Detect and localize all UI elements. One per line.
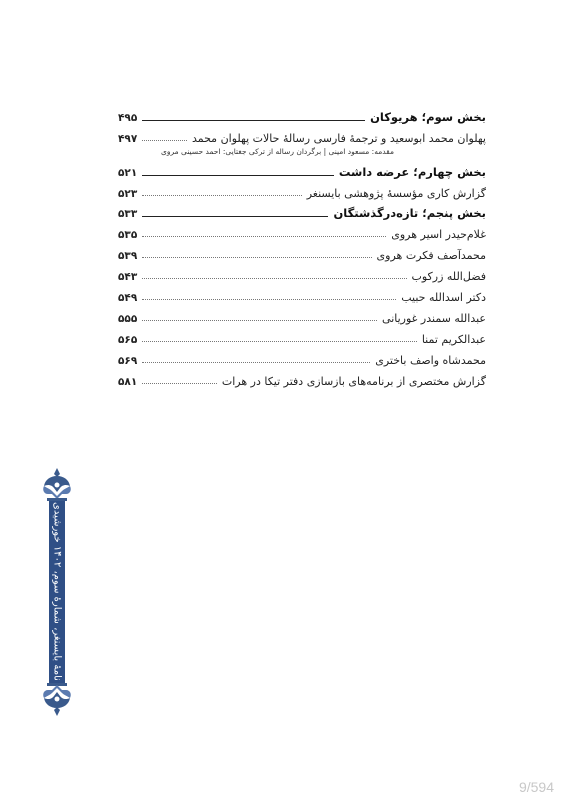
- toc-note: مقدمه: مسعود امینی | برگردان رساله از ترکی جغتایی: احمد حسینی مروی: [160, 147, 394, 156]
- toc-leader: [142, 140, 187, 141]
- toc-item-row: [118, 241, 486, 262]
- toc-page-number: ۵۴۳: [118, 271, 138, 283]
- toc-item-row: [118, 179, 486, 200]
- sidebar-journal-title: نامهٔ بایسنغر، شمارهٔ سوم، ۱۴۰۲ خورشیدی: [51, 501, 63, 681]
- toc-section-row: [118, 200, 486, 220]
- toc-section-row: [118, 104, 486, 124]
- toc-page-number: ۵۳۳: [118, 208, 138, 220]
- toc-page-number: ۵۴۹: [118, 292, 138, 304]
- toc-page-number: ۵۵۵: [118, 313, 138, 325]
- toc-item-row: [118, 367, 486, 388]
- toc-page-number: ۵۲۳: [118, 188, 138, 200]
- toc-item-title: گزارش کاری مؤسسهٔ پژوهشی بایسنغر: [304, 187, 486, 200]
- toc-leader: [142, 341, 417, 342]
- toc-item-title: پهلوان محمد ابوسعید و ترجمهٔ فارسی رسالهٔ حالات پهلوان محمد: [189, 132, 486, 145]
- toc-section-title: بخش چهارم؛ عرضه داشت: [336, 165, 486, 179]
- toc-page-number: ۵۳۹: [118, 250, 138, 262]
- toc-leader: [142, 278, 407, 279]
- toc-item-row: [118, 325, 486, 346]
- toc-item-row: [118, 346, 486, 367]
- toc-item-title: غلام‌حیدر اسیر هروی: [388, 228, 486, 241]
- toc-section-title: بخش سوم؛ هریوکان: [367, 110, 486, 124]
- toc-section-row: [118, 159, 486, 179]
- toc-item-row: [118, 304, 486, 325]
- toc-page-number: ۵۲۱: [118, 167, 138, 179]
- toc-item-title: محمدآصف فکرت هروی: [374, 249, 486, 262]
- toc-item-title: دکتر اسدالله حبیب: [398, 291, 486, 304]
- toc-page-number: ۴۹۵: [118, 112, 138, 124]
- toc-section-title: بخش پنجم؛ تازه‌درگذشتگان: [330, 206, 486, 220]
- table-of-contents: [118, 104, 486, 388]
- toc-page-number: ۴۹۷: [118, 133, 138, 145]
- toc-item-row: [118, 262, 486, 283]
- toc-item-row: [118, 283, 486, 304]
- toc-page-number: ۵۳۵: [118, 229, 138, 241]
- toc-leader: [142, 195, 302, 196]
- toc-item-title: محمدشاه واصف باختری: [372, 354, 486, 367]
- toc-page-number: ۵۶۹: [118, 355, 138, 367]
- toc-item-row: [118, 220, 486, 241]
- toc-leader: [142, 362, 370, 363]
- toc-leader: [142, 175, 334, 176]
- toc-page-number: ۵۸۱: [118, 376, 138, 388]
- toc-leader: [142, 120, 365, 121]
- toc-item-title: عبدالله سمندر غوریانی: [379, 312, 486, 325]
- toc-leader: [142, 236, 386, 237]
- toc-leader: [142, 383, 217, 384]
- toc-item-title: فضل‌الله زرکوب: [409, 270, 486, 283]
- page-indicator: 9/594: [518, 779, 554, 795]
- toc-item-title: گزارش مختصری از برنامه‌های بازسازی دفتر تیکا در هرات: [219, 375, 486, 388]
- toc-leader: [142, 216, 328, 217]
- toc-leader: [142, 299, 396, 300]
- toc-page-number: ۵۶۵: [118, 334, 138, 346]
- toc-item-row: [118, 124, 486, 145]
- toc-item-title: عبدالکریم تمنا: [419, 333, 486, 346]
- toc-leader: [142, 320, 377, 321]
- toc-leader: [142, 257, 372, 258]
